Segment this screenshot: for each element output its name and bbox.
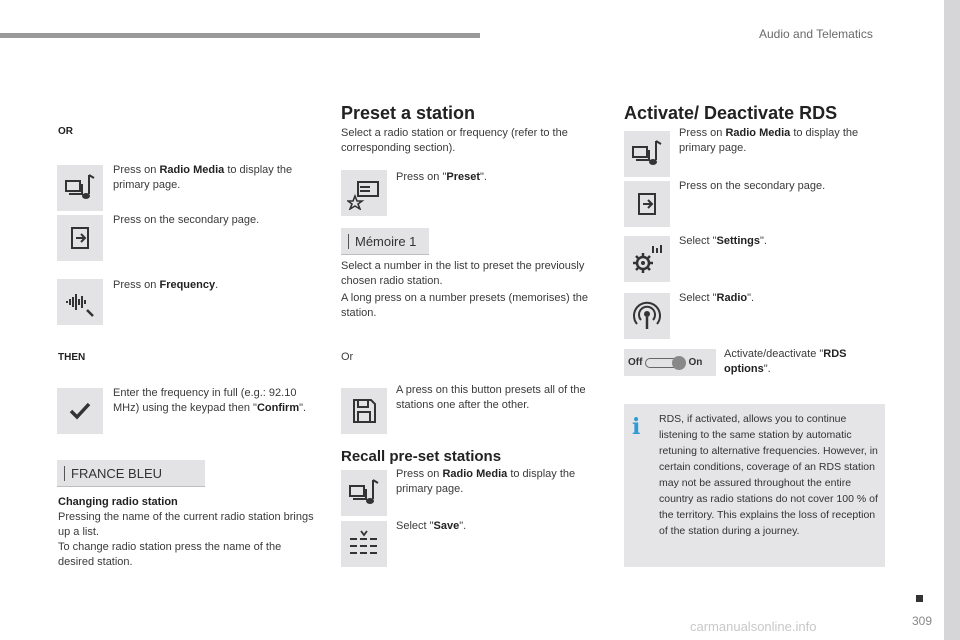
preset-radio-icon (347, 176, 381, 210)
rds-toggle[interactable] (624, 349, 716, 376)
or-label: OR (58, 126, 73, 137)
left-step-4: Enter the frequency in full (e.g.: 92.10 MHz) using the keypad then "Confirm". (113, 387, 307, 414)
rds-info-box (624, 404, 885, 567)
changing-station-body-2: To change radio station press the name of the desired station. (58, 541, 282, 568)
station-name-button[interactable] (57, 460, 205, 487)
preset-all-button[interactable] (341, 388, 387, 434)
info-icon: i (632, 414, 641, 440)
save-floppy-icon (347, 394, 381, 428)
settings-button[interactable] (624, 236, 670, 282)
radio-antenna-icon (630, 299, 664, 333)
list-icon (347, 527, 381, 561)
page-side-strip (944, 0, 960, 640)
confirm-button[interactable] (57, 388, 103, 434)
changing-station-block (58, 495, 320, 570)
recall-title: Recall pre-set stations (341, 448, 502, 465)
rds-info-text: RDS, if activated, allows you to continue listening to the same station by automatic retuning to alternative frequencies. However, in certain conditions, coverage of an RDS station may not be assured throughout the entire country as radio stations do not cover 100 % of the territory. This explains the loss of reception of the station during a journey. (659, 413, 878, 537)
memory-1-label: Mémoire 1 (355, 233, 417, 249)
rds-radio-media-button[interactable] (624, 131, 670, 177)
memory-1-button[interactable] (341, 228, 429, 255)
secondary-page-icon (63, 221, 97, 255)
header-rule (0, 33, 480, 38)
changing-station-title: Changing radio station (58, 496, 178, 508)
toggle-off-label: Off (628, 357, 643, 368)
recall-radio-media-button[interactable] (341, 470, 387, 516)
radio-media-icon (63, 171, 97, 205)
pill-bar (348, 234, 349, 249)
rds-step-3: Select "Settings". (679, 235, 767, 247)
preset-button[interactable] (341, 170, 387, 216)
section-title: Audio and Telematics (759, 27, 873, 41)
or-lowercase-label: Or (341, 351, 354, 363)
rds-step-2: Press on the secondary page. (679, 180, 826, 192)
secondary-page-button[interactable] (57, 215, 103, 261)
left-step-1: Press on Radio Media to display the primary page. (113, 164, 293, 191)
save-list-button[interactable] (341, 521, 387, 567)
preset-step-1: Press on "Preset". (396, 171, 487, 183)
preset-intro: Select a radio station or frequency (refer to the corresponding section). (341, 127, 568, 154)
rds-title: Activate/ Deactivate RDS (624, 103, 838, 123)
frequency-button[interactable] (57, 279, 103, 325)
page-number: 309 (912, 614, 933, 628)
recall-step-2: Select "Save". (396, 520, 467, 532)
frequency-icon (63, 285, 97, 319)
station-name-label: FRANCE BLEU (71, 465, 163, 481)
gear-icon (630, 242, 664, 276)
toggle-knob (672, 356, 686, 370)
preset-station-title: Preset a station (341, 103, 476, 123)
rds-step-4: Select "Radio". (679, 292, 755, 304)
preset-all-text: A press on this button presets all of the stations one after the other. (396, 384, 586, 411)
rds-step-5: Activate/deactivate "RDS options". (724, 348, 847, 375)
checkmark-icon (63, 394, 97, 428)
rds-secondary-page-button[interactable] (624, 181, 670, 227)
radio-settings-button[interactable] (624, 293, 670, 339)
pill-bar (64, 466, 65, 481)
watermark: carmanualsonline.info (690, 619, 817, 634)
secondary-page-icon (630, 187, 664, 221)
rds-step-1: Press on Radio Media to display the primary page. (679, 127, 859, 154)
changing-station-body: Pressing the name of the current radio station brings up a list. (58, 511, 314, 538)
radio-media-icon (630, 137, 664, 171)
footer-marker (916, 595, 923, 602)
radio-media-icon (347, 476, 381, 510)
then-label: THEN (58, 352, 86, 363)
left-step-3: Press on Frequency. (113, 279, 219, 291)
left-step-2: Press on the secondary page. (113, 214, 260, 226)
preset-select-text-2: A long press on a number presets (memorises) the station. (341, 292, 589, 319)
recall-step-1: Press on Radio Media to display the primary page. (396, 468, 576, 495)
preset-select-text: Select a number in the list to preset the previously chosen radio station. (341, 260, 585, 287)
radio-media-button[interactable] (57, 165, 103, 211)
toggle-on-label: On (688, 357, 703, 368)
toggle-track (645, 358, 685, 368)
